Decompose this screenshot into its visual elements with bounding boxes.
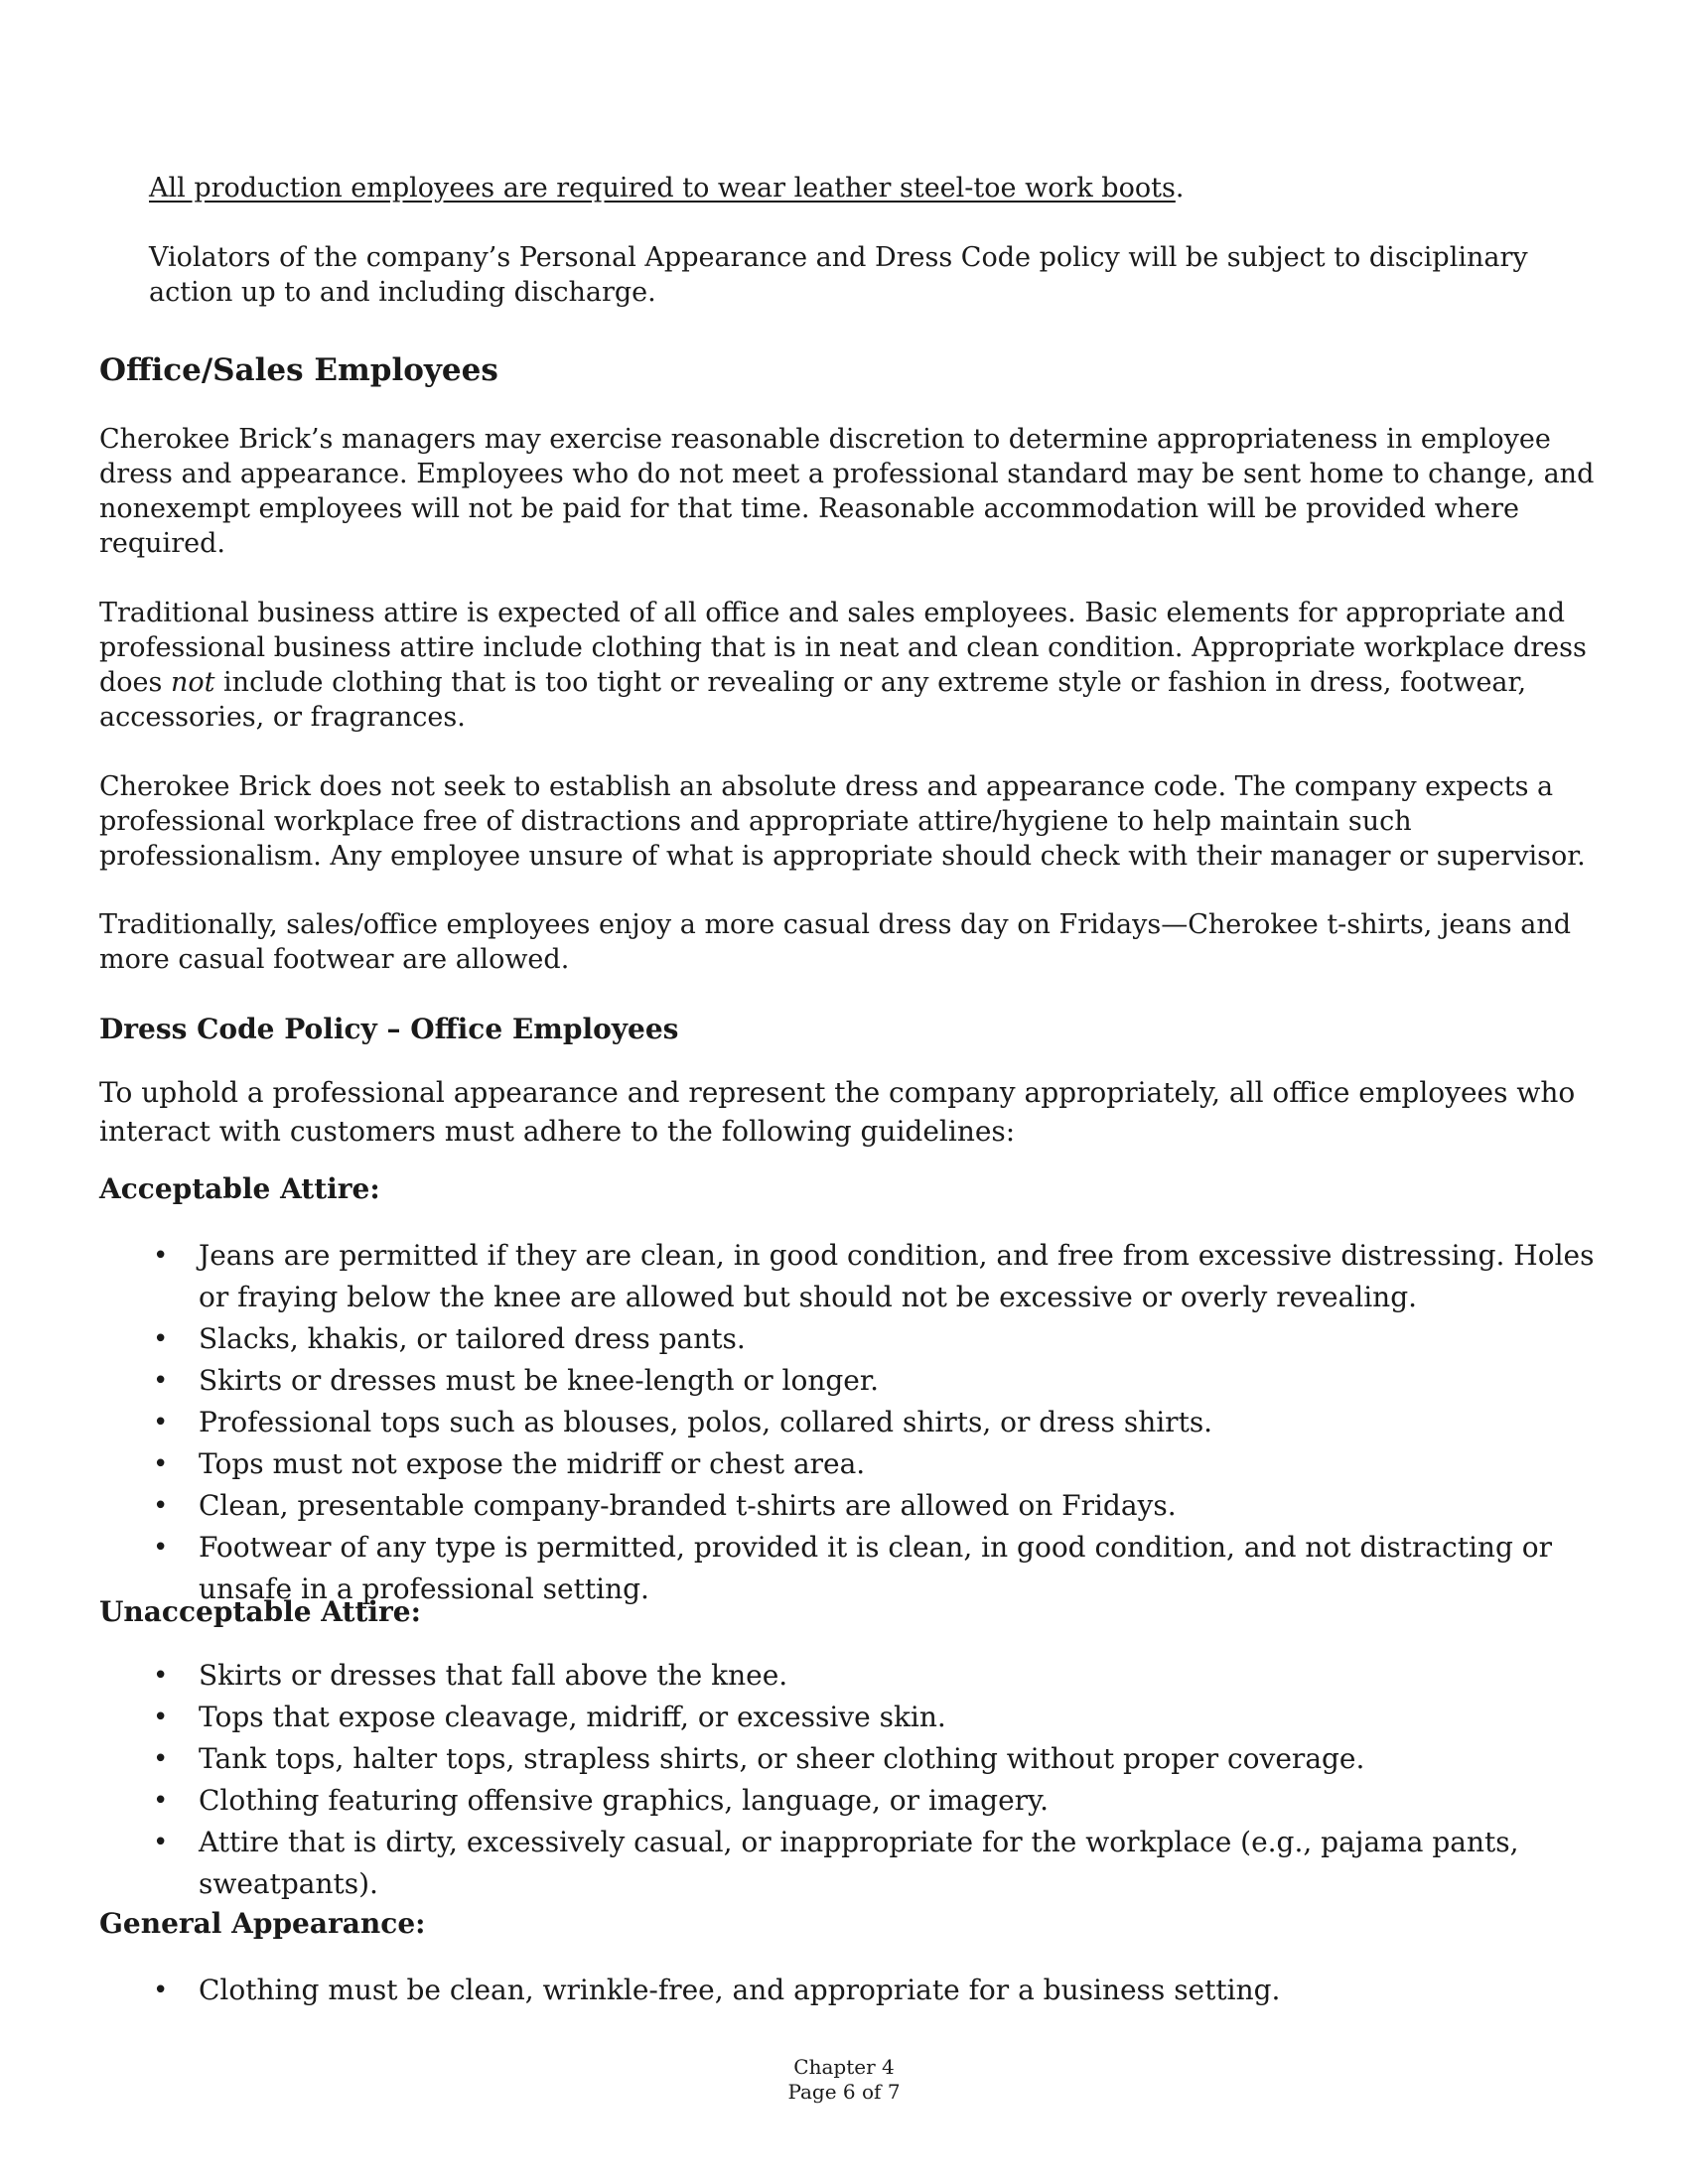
- list-item-text: Footwear of any type is permitted, provided it is clean, in good condition, and not distracting or unsafe in a professional setting.: [199, 1531, 1553, 1605]
- acceptable-attire-heading: Acceptable Attire:: [99, 1172, 380, 1205]
- office-sales-heading: Office/Sales Employees: [99, 352, 498, 388]
- general-appearance-list: [149, 1970, 1599, 2011]
- list-item: [149, 1443, 1599, 1485]
- business-attire-emphasis: not: [170, 667, 215, 698]
- list-item: [149, 1360, 1599, 1402]
- bullet-icon: •: [153, 1366, 169, 1396]
- business-attire-text-2: include clothing that is too tight or revealing or any extreme style or fashion in dress, footwear, accessories, or fragrances.: [99, 667, 1527, 733]
- bullet-icon: •: [153, 1408, 169, 1437]
- list-item: [149, 1655, 1599, 1697]
- list-item-text: Clothing featuring offensive graphics, language, or imagery.: [199, 1784, 1050, 1817]
- list-item: [149, 1485, 1599, 1527]
- bullet-icon: •: [153, 1241, 169, 1271]
- acceptable-attire-list: [149, 1235, 1599, 1610]
- list-item-text: Attire that is dirty, excessively casual, or inappropriate for the workplace (e.g., pajama pants, sweatpants).: [199, 1826, 1519, 1900]
- violators-paragraph: Violators of the company’s Personal Appearance and Dress Code policy will be subject to disciplinary action up to and including discharge.: [149, 242, 1528, 308]
- bullet-icon: •: [153, 1533, 169, 1563]
- list-item-text: Clean, presentable company-branded t-shirts are allowed on Fridays.: [199, 1489, 1177, 1522]
- list-item-text: Tops must not expose the midriff or chest area.: [199, 1447, 866, 1480]
- list-item-text: Clothing must be clean, wrinkle-free, and appropriate for a business setting.: [199, 1974, 1281, 2006]
- list-item: [149, 1780, 1599, 1822]
- unacceptable-attire-heading: Unacceptable Attire:: [99, 1595, 421, 1628]
- casual-friday-paragraph: Traditionally, sales/office employees enjoy a more casual dress day on Fridays—Cherokee t-shirts, jeans and more casual footwear are allowed.: [99, 909, 1571, 975]
- boots-rule-text: All production employees are required to wear leather steel-toe work boots: [149, 173, 1176, 204]
- list-item: [149, 1318, 1599, 1360]
- list-item-text: Slacks, khakis, or tailored dress pants.: [199, 1322, 746, 1355]
- list-item: [149, 1738, 1599, 1780]
- footer-chapter: Chapter 4: [793, 2055, 895, 2079]
- list-item: [149, 1822, 1599, 1905]
- managers-discretion-paragraph: Cherokee Brick’s managers may exercise reasonable discretion to determine appropriateness in employee dress and appearance. Employees who do not meet a professional standard may be sent home to change, and nonexempt employees will not be paid for that time. Reasonable accommodation will be provided where required.: [99, 424, 1595, 559]
- bullet-icon: •: [153, 1828, 169, 1857]
- list-item-text: Tank tops, halter tops, strapless shirts, or sheer clothing without proper coverage.: [199, 1742, 1365, 1775]
- list-item: [149, 1970, 1599, 2011]
- general-appearance-heading: General Appearance:: [99, 1907, 426, 1940]
- list-item-text: Skirts or dresses must be knee-length or longer.: [199, 1364, 880, 1397]
- list-item: [149, 1235, 1599, 1318]
- dress-code-expectations-paragraph: Cherokee Brick does not seek to establish an absolute dress and appearance code. The company expects a professional workplace free of distractions and appropriate attire/hygiene to help maintain such professionalism. Any employee unsure of what is appropriate should check with their manager or supervisor.: [99, 771, 1586, 872]
- dress-code-heading: Dress Code Policy – Office Employees: [99, 1013, 679, 1045]
- footer-page-number: Page 6 of 7: [787, 2080, 901, 2104]
- bullet-icon: •: [153, 1449, 169, 1479]
- dress-code-intro: To uphold a professional appearance and represent the company appropriately, all office employees who interact with customers must adhere to the following guidelines:: [99, 1076, 1576, 1148]
- boots-rule: [149, 171, 1599, 205]
- list-item-text: Tops that expose cleavage, midriff, or excessive skin.: [199, 1701, 946, 1733]
- bullet-icon: •: [153, 1491, 169, 1521]
- bullet-icon: •: [153, 1786, 169, 1816]
- boots-rule-period: .: [1175, 173, 1185, 204]
- list-item: [149, 1402, 1599, 1443]
- bullet-icon: •: [153, 1324, 169, 1354]
- list-item-text: Jeans are permitted if they are clean, in good condition, and free from excessive distressing. Holes or fraying below the knee are allowed but should not be excessive or overly revealing.: [199, 1239, 1595, 1313]
- unacceptable-attire-list: [149, 1655, 1599, 1905]
- business-attire-paragraph: [99, 596, 1599, 735]
- bullet-icon: •: [153, 1703, 169, 1732]
- list-item-text: Professional tops such as blouses, polos, collared shirts, or dress shirts.: [199, 1406, 1213, 1438]
- bullet-icon: •: [153, 1976, 169, 2005]
- list-item-text: Skirts or dresses that fall above the knee.: [199, 1659, 788, 1692]
- business-attire-text-1: Traditional business attire is expected of all office and sales employees. Basic elements for appropriate and professional business attire include clothing that is in neat and clean condition. Appropriate workplace dress does: [99, 598, 1587, 698]
- bullet-icon: •: [153, 1661, 169, 1691]
- bullet-icon: •: [153, 1744, 169, 1774]
- list-item: [149, 1697, 1599, 1738]
